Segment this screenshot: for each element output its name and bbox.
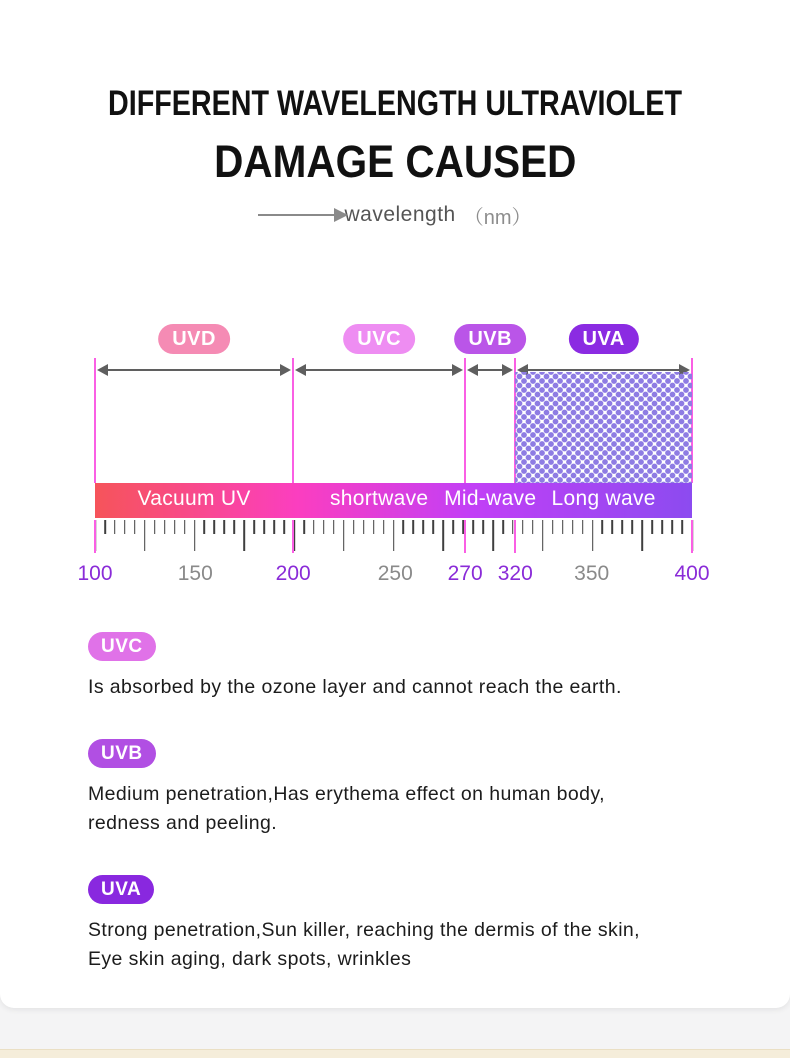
legend-badge-uvb: UVB bbox=[88, 739, 156, 768]
ruler-tick bbox=[243, 520, 245, 551]
ruler-tick bbox=[313, 520, 315, 534]
title-line-1-text: DIFFERENT WAVELENGTH ULTRAVIOLET bbox=[108, 84, 682, 123]
legend-badge-uvc: UVC bbox=[88, 632, 156, 661]
right-arrow-icon bbox=[258, 214, 336, 216]
ruler-tick bbox=[154, 520, 156, 534]
ruler-tick bbox=[114, 520, 116, 534]
ruler-tick bbox=[452, 520, 454, 534]
band-badges-row bbox=[95, 324, 692, 354]
boundary-line bbox=[94, 358, 96, 483]
ruler-tick bbox=[233, 520, 235, 534]
boundary-line bbox=[464, 358, 466, 483]
ruler-tick bbox=[532, 520, 534, 534]
ruler-tick-accent bbox=[691, 520, 693, 553]
band-extent-arrow-uvb bbox=[465, 364, 515, 376]
boundary-line bbox=[292, 358, 294, 483]
title-line-2-text: DAMAGE CAUSED bbox=[213, 136, 577, 187]
ruler-tick bbox=[104, 520, 106, 534]
legend-text-line: Is absorbed by the ozone layer and cannot reach the earth. bbox=[88, 676, 622, 698]
ruler-tick bbox=[622, 520, 624, 534]
ruler-tick bbox=[492, 520, 494, 551]
ruler-tick bbox=[552, 520, 554, 534]
ruler-tick bbox=[224, 520, 226, 534]
ruler-tick bbox=[283, 520, 285, 534]
uv-spectrum-diagram bbox=[77, 310, 710, 600]
ruler-tick bbox=[164, 520, 166, 534]
uv-legend bbox=[88, 632, 708, 1011]
band-badge-uva: UVA bbox=[569, 324, 639, 354]
arrowhead-right-icon bbox=[452, 364, 463, 376]
bar-segment-label-uvd: Vacuum UV bbox=[137, 487, 251, 510]
ruler-tick bbox=[204, 520, 206, 534]
ruler-tick bbox=[582, 520, 584, 534]
band-badge-uvb: UVB bbox=[454, 324, 526, 354]
ruler-tick bbox=[373, 520, 375, 534]
wavelength-label-400: 400 bbox=[674, 562, 710, 585]
ruler-tick bbox=[263, 520, 265, 534]
ruler-tick bbox=[413, 520, 415, 534]
arrow-line bbox=[521, 369, 686, 371]
ruler-tick bbox=[612, 520, 614, 534]
band-extent-arrow-uvc bbox=[293, 364, 465, 376]
ruler-tick bbox=[383, 520, 385, 534]
wavelength-label-200: 200 bbox=[275, 562, 311, 585]
ruler-tick bbox=[562, 520, 564, 534]
ruler-tick bbox=[482, 520, 484, 534]
title-line-2 bbox=[0, 136, 790, 188]
ruler-tick-accent bbox=[94, 520, 96, 553]
wavelength-ruler bbox=[95, 520, 692, 554]
wavelength-label-100: 100 bbox=[77, 562, 113, 585]
wavelength-caption bbox=[0, 200, 790, 230]
ruler-tick bbox=[174, 520, 176, 534]
legend-text-line: Eye skin aging, dark spots, wrinkles bbox=[88, 948, 412, 970]
ruler-tick bbox=[194, 520, 196, 551]
ruler-tick bbox=[522, 520, 524, 534]
wavelength-label-320: 320 bbox=[497, 562, 533, 585]
ruler-tick-accent bbox=[514, 520, 516, 553]
legend-text-line: Strong penetration,Sun killer, reaching the dermis of the skin, bbox=[88, 919, 640, 941]
wavelength-caption-word: wavelength bbox=[344, 203, 456, 226]
ruler-tick bbox=[273, 520, 275, 534]
band-extent-arrow-uvd bbox=[95, 364, 293, 376]
arrow-line bbox=[101, 369, 287, 371]
ruler-tick bbox=[393, 520, 395, 551]
legend-item-uvc bbox=[88, 632, 708, 701]
legend-item-uva bbox=[88, 875, 708, 973]
band-badge-uvd: UVD bbox=[158, 324, 230, 354]
ruler-tick bbox=[572, 520, 574, 534]
legend-text-line: redness and peeling. bbox=[88, 812, 278, 834]
wavelength-label-350: 350 bbox=[574, 562, 610, 585]
ruler-tick bbox=[134, 520, 136, 534]
ruler-tick bbox=[432, 520, 434, 534]
ruler-tick bbox=[671, 520, 673, 534]
ruler-tick bbox=[214, 520, 216, 534]
title-line-1 bbox=[0, 84, 790, 124]
ruler-tick bbox=[253, 520, 255, 534]
ruler-tick bbox=[602, 520, 604, 534]
ruler-tick bbox=[542, 520, 544, 551]
ruler-tick bbox=[353, 520, 355, 534]
ruler-tick-accent bbox=[464, 520, 466, 553]
wavelength-label-250: 250 bbox=[377, 562, 413, 585]
ruler-tick bbox=[303, 520, 305, 534]
wavelength-number-labels bbox=[77, 562, 710, 588]
wavelength-label-270: 270 bbox=[447, 562, 483, 585]
bar-segment-label-uvc: shortwave bbox=[329, 487, 429, 510]
wavelength-label-150: 150 bbox=[177, 562, 213, 585]
ruler-tick bbox=[333, 520, 335, 534]
uva-dot-hatch-region bbox=[515, 372, 692, 483]
ruler-tick bbox=[442, 520, 444, 551]
ruler-tick bbox=[681, 520, 683, 534]
legend-item-uvb bbox=[88, 739, 708, 837]
ruler-tick bbox=[423, 520, 425, 534]
wavelength-caption-unit: （nm） bbox=[463, 206, 532, 229]
ruler-tick bbox=[323, 520, 325, 534]
ruler-tick bbox=[472, 520, 474, 534]
arrowhead-right-icon bbox=[502, 364, 513, 376]
ruler-tick bbox=[144, 520, 146, 551]
ruler-tick bbox=[502, 520, 504, 534]
band-badge-uvc: UVC bbox=[343, 324, 415, 354]
bottom-strip bbox=[0, 1049, 790, 1058]
ruler-tick bbox=[641, 520, 643, 551]
ruler-tick bbox=[651, 520, 653, 534]
legend-text-line: Medium penetration,Has erythema effect on human body, bbox=[88, 783, 605, 805]
ruler-tick bbox=[363, 520, 365, 534]
ruler-tick bbox=[403, 520, 405, 534]
ruler-tick bbox=[184, 520, 186, 534]
bar-segment-label-uva: Long wave bbox=[551, 487, 656, 510]
ruler-tick bbox=[124, 520, 126, 534]
ruler-tick bbox=[631, 520, 633, 534]
bar-segment-label-uvb: Mid-wave bbox=[444, 487, 537, 510]
spectrum-gradient-bar bbox=[95, 483, 692, 518]
arrow-line bbox=[299, 369, 459, 371]
arrowhead-right-icon bbox=[280, 364, 291, 376]
ruler-tick-accent bbox=[292, 520, 294, 553]
legend-badge-uva: UVA bbox=[88, 875, 154, 904]
ruler-tick bbox=[661, 520, 663, 534]
ruler-tick bbox=[343, 520, 345, 551]
ruler-tick bbox=[592, 520, 594, 551]
